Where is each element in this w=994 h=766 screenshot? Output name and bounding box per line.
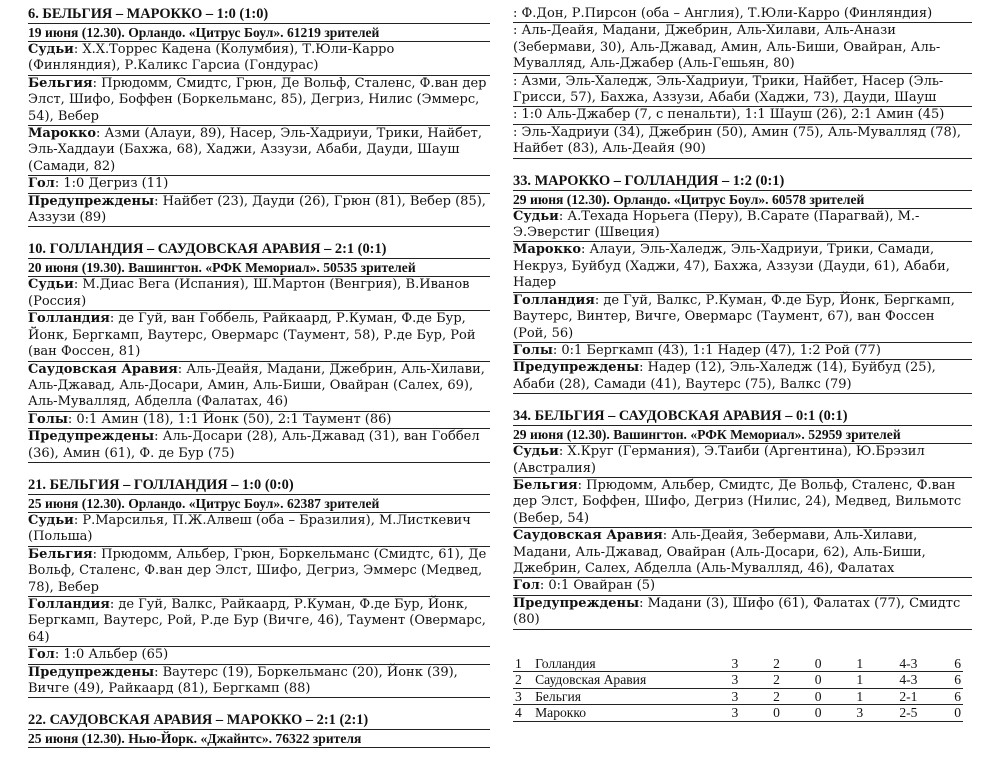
standing-position: 2 bbox=[513, 672, 533, 689]
row-text: : Х.Круг (Германия), Э.Таиби (Аргентина), Ю.Брэзил (Австралия) bbox=[513, 444, 925, 476]
row-text: : Азми (Алауи, 89), Насер, Эль-Хадриуи, Трики, Найбет, Эль-Хаддауи (Бахжа, 68), Хаджи, Аззузи, Абаби, Дауди, Шауш (Самади, 82) bbox=[28, 126, 482, 174]
row-label: Предупреждены bbox=[28, 193, 155, 209]
row-text: : Прюдомм, Смидтс, Грюн, Де Вольф, Сталенс, Ф.ван дер Элст, Шифо, Боффен (Боркельманс, 85), Дегриз, Нилис (Эммерс, 54), Вебер bbox=[28, 75, 487, 124]
standing-won: 2 bbox=[756, 656, 798, 672]
match-report bbox=[28, 241, 490, 462]
match-report bbox=[28, 712, 490, 748]
row-text: : Аль-Деайя, Мадани, Джебрин, Аль-Хилави, Аль-Анази (Зебермави, 30), Аль-Джавад, Амин, Аль-Биши, Овайран, Аль-Мувалляд, Аль-Джабер (Аль-Гешьян, 80) bbox=[513, 23, 941, 72]
match-detail-row bbox=[513, 578, 972, 595]
match-title: 22. САУДОВСКАЯ АРАВИЯ – МАРОККО – 2:1 (2:1) bbox=[28, 712, 490, 730]
row-text: : 0:1 Овайран (5) bbox=[539, 578, 656, 594]
row-label: Гол bbox=[28, 176, 55, 192]
standing-goals: 4-3 bbox=[881, 656, 937, 672]
row-label: Предупреждены bbox=[513, 595, 640, 611]
match-detail-row bbox=[28, 311, 490, 361]
row-label: Судьи bbox=[513, 208, 559, 224]
match-title: 33. МАРОККО – ГОЛЛАНДИЯ – 1:2 (0:1) bbox=[513, 173, 972, 191]
row-text: : Эль-Хадриуи (34), Джебрин (50), Амин (75), Аль-Мувалляд (78), Найбет (83), Аль-Деайя (90) bbox=[513, 124, 962, 157]
row-text: : 1:0 Аль-Джабер (7, с пенальти), 1:1 Шауш (26), 2:1 Амин (45) bbox=[513, 107, 945, 123]
standing-won: 2 bbox=[756, 672, 798, 689]
match-detail-row bbox=[28, 547, 490, 597]
row-label: Судьи bbox=[28, 277, 74, 293]
match-detail-row bbox=[513, 125, 972, 159]
row-label: Голы bbox=[513, 342, 553, 358]
match-report bbox=[513, 173, 972, 394]
match-info: 25 июня (12.30). Нью-Йорк. «Джайнтс». 76322 зрителя bbox=[28, 730, 490, 748]
match-detail-row bbox=[28, 429, 490, 463]
match-title: 10. ГОЛЛАНДИЯ – САУДОВСКАЯ АРАВИЯ – 2:1 (0:1) bbox=[28, 241, 490, 259]
match-detail-row bbox=[28, 412, 490, 429]
match-detail-row bbox=[28, 597, 490, 647]
left-column bbox=[28, 6, 490, 748]
match-detail-row bbox=[28, 513, 490, 547]
standing-points: 6 bbox=[936, 688, 963, 705]
standing-drawn: 0 bbox=[797, 688, 839, 705]
match-detail-row bbox=[513, 596, 972, 630]
row-text: : Прюдомм, Альбер, Смидтс, Де Вольф, Сталенс, Ф.ван дер Элст, Боффен, Шифо, Дегриз (Нилис, 24), Медвед, Вильмотс (Вебер, 54) bbox=[513, 477, 962, 526]
row-text: : Аль-Деайя, Зебермави, Аль-Хилави, Мадани, Аль-Джавад, Овайран (Аль-Досари, 62), Аль-Биши, Джебрин, Салех, Абделла (Аль-Мувалляд, 46), Фалатах bbox=[513, 528, 926, 576]
match-detail-row bbox=[28, 76, 490, 126]
match-detail-row bbox=[513, 6, 972, 23]
row-text: : де Гуй, Валкс, Р.Куман, Ф.де Бур, Йонк, Бергкамп, Ваутерс, Винтер, Вичге, Овермарс (Таумент, 67), ван Фоссен (Рой, 56) bbox=[513, 292, 955, 341]
standing-position: 3 bbox=[513, 688, 533, 705]
row-text: : 1:0 Дегриз (11) bbox=[54, 176, 169, 192]
standing-drawn: 0 bbox=[797, 672, 839, 689]
row-label: Саудовская Аравия bbox=[28, 361, 178, 377]
row-label: Бельгия bbox=[28, 546, 93, 562]
match-detail-row bbox=[513, 23, 972, 73]
match-report bbox=[513, 6, 972, 159]
row-text: : Ваутерс (19), Боркельманс (20), Йонк (39), Вичге (49), Райкаард (81), Бергкамп (88) bbox=[28, 664, 458, 696]
match-detail-row bbox=[513, 343, 972, 360]
row-label: Гол bbox=[28, 647, 55, 663]
standing-played: 3 bbox=[714, 672, 756, 689]
match-info: 29 июня (12.30). Орландо. «Цитрус Боул». 60578 зрителей bbox=[513, 191, 972, 209]
standings-row bbox=[513, 656, 963, 672]
standing-team: Голландия bbox=[533, 656, 714, 672]
row-label: Голландия bbox=[28, 596, 110, 612]
row-label: Гол bbox=[513, 578, 540, 594]
standing-lost: 3 bbox=[839, 705, 881, 722]
standing-team: Бельгия bbox=[533, 688, 714, 705]
standing-played: 3 bbox=[714, 688, 756, 705]
row-text: : Найбет (23), Дауди (26), Грюн (81), Вебер (85), Аззузи (89) bbox=[28, 193, 486, 226]
row-text: : Аль-Деайя, Мадани, Джебрин, Аль-Хилави, Аль-Джавад, Аль-Досари, Амин, Аль-Биши, Овайран (Салех, 69), Аль-Мувалляд, Абделла (Фалатах, 46) bbox=[28, 361, 485, 410]
match-detail-row bbox=[513, 293, 972, 343]
row-label: Судьи bbox=[28, 42, 74, 57]
row-label: Предупреждены bbox=[513, 360, 640, 376]
standing-points: 6 bbox=[936, 672, 963, 689]
match-detail-row bbox=[28, 176, 490, 193]
standing-lost: 1 bbox=[839, 656, 881, 672]
standing-goals: 4-3 bbox=[881, 672, 937, 689]
row-text: : Ф.Дон, Р.Пирсон (оба – Англия), Т.Юли-Карро (Финляндия) bbox=[513, 6, 933, 21]
row-text: : Р.Марсилья, П.Ж.Алвеш (оба – Бразилия), М.Листкевич (Польша) bbox=[28, 512, 471, 545]
match-detail-row bbox=[513, 107, 972, 124]
match-detail-row bbox=[513, 209, 972, 243]
match-detail-row bbox=[513, 478, 972, 528]
row-label: Марокко bbox=[28, 126, 97, 142]
standing-drawn: 0 bbox=[797, 705, 839, 722]
standing-position: 1 bbox=[513, 656, 533, 672]
row-label: Предупреждены bbox=[28, 664, 155, 680]
row-text: : де Гуй, ван Гоббель, Райкаард, Р.Куман, Ф.де Бур, Йонк, Бергкамп, Ваутерс, Овермарс (Таумент, 58), Р.де Бур, Рой (ван Фоссен, 81) bbox=[28, 311, 476, 360]
standing-goals: 2-5 bbox=[881, 705, 937, 722]
row-label: Судьи bbox=[28, 512, 74, 528]
standings-table bbox=[513, 656, 963, 722]
standing-goals: 2-1 bbox=[881, 688, 937, 705]
row-text: : Аль-Досари (28), Аль-Джавад (31), ван Гоббел (36), Амин (61), Ф. де Бур (75) bbox=[28, 429, 480, 461]
match-detail-row bbox=[513, 242, 972, 292]
match-report bbox=[28, 477, 490, 698]
row-label: Голы bbox=[28, 411, 68, 427]
standing-team: Марокко bbox=[533, 705, 714, 722]
row-text: : Надер (12), Эль-Халедж (14), Буйбуд (25), Абаби (28), Самади (41), Ваутерс (75), Валкс (79) bbox=[513, 360, 936, 392]
standing-lost: 1 bbox=[839, 672, 881, 689]
match-info: 19 июня (12.30). Орландо. «Цитрус Боул». 61219 зрителей bbox=[28, 24, 490, 42]
match-detail-row bbox=[28, 647, 490, 664]
standing-played: 3 bbox=[714, 705, 756, 722]
row-text: : Алауи, Эль-Халедж, Эль-Хадриуи, Трики, Самади, Некруз, Буйбуд (Хаджи, 47), Бахжа, Аззузи (Дауди, 61), Абаби, Надер bbox=[513, 242, 950, 291]
row-label: Саудовская Аравия bbox=[513, 528, 663, 544]
row-text: : 0:1 Бергкамп (43), 1:1 Надер (47), 1:2 Рой (77) bbox=[552, 342, 881, 358]
match-detail-row bbox=[28, 42, 490, 76]
match-detail-row bbox=[28, 194, 490, 228]
match-title: 6. БЕЛЬГИЯ – МАРОККО – 1:0 (1:0) bbox=[28, 6, 490, 24]
row-label: Судьи bbox=[513, 444, 559, 460]
match-info: 20 июня (19.30). Вашингтон. «РФК Мемориал». 50535 зрителей bbox=[28, 259, 490, 277]
match-title: 21. БЕЛЬГИЯ – ГОЛЛАНДИЯ – 1:0 (0:0) bbox=[28, 477, 490, 495]
standing-drawn: 0 bbox=[797, 656, 839, 672]
row-label: Предупреждены bbox=[28, 429, 155, 445]
match-detail-row bbox=[513, 444, 972, 478]
standings-row bbox=[513, 672, 963, 689]
match-detail-row bbox=[513, 528, 972, 578]
standing-position: 4 bbox=[513, 705, 533, 722]
row-label: Бельгия bbox=[28, 75, 93, 91]
standing-points: 6 bbox=[936, 656, 963, 672]
row-text: : де Гуй, Валкс, Райкаард, Р.Куман, Ф.де Бур, Йонк, Бергкамп, Ваутерс, Рой, Р.де Бур (Вичге, 46), Таумент (Овермарс, 64) bbox=[28, 596, 486, 645]
match-detail-row bbox=[28, 665, 490, 699]
standings-row bbox=[513, 688, 963, 705]
match-title: 34. БЕЛЬГИЯ – САУДОВСКАЯ АРАВИЯ – 0:1 (0:1) bbox=[513, 408, 972, 426]
standing-points: 0 bbox=[936, 705, 963, 722]
standing-team: Саудовская Аравия bbox=[533, 672, 714, 689]
row-label: Бельгия bbox=[513, 477, 578, 493]
match-detail-row bbox=[28, 362, 490, 412]
match-detail-row bbox=[513, 74, 972, 108]
right-match-list bbox=[513, 6, 972, 630]
match-detail-row bbox=[28, 277, 490, 311]
standing-won: 0 bbox=[756, 705, 798, 722]
row-text: : Мадани (3), Шифо (61), Фалатах (77), Смидтс (80) bbox=[513, 595, 961, 628]
row-text: : М.Диас Вега (Испания), Ш.Мартон (Венгрия), В.Иванов (Россия) bbox=[28, 277, 470, 309]
group-standings bbox=[513, 656, 972, 722]
row-text: : Прюдомм, Альбер, Грюн, Боркельманс (Смидтс, 61), Де Вольф, Сталенс, Ф.ван дер Элст, Шифо, Дегриз, Эммерс (Медвед, 78), Вебер bbox=[28, 546, 487, 595]
match-info: 25 июня (12.30). Орландо. «Цитрус Боул». 62387 зрителей bbox=[28, 495, 490, 513]
row-label: Марокко bbox=[513, 242, 582, 258]
match-info: 29 июня (12.30). Вашингтон. «РФК Мемориал». 52959 зрителей bbox=[513, 426, 972, 444]
standing-played: 3 bbox=[714, 656, 756, 672]
row-label: Голландия bbox=[513, 292, 595, 308]
row-label: Голландия bbox=[28, 311, 110, 327]
match-detail-row bbox=[513, 360, 972, 394]
row-text: : А.Техада Норьега (Перу), В.Сарате (Парагвай), М.-Э.Эверстиг (Швеция) bbox=[513, 208, 920, 241]
row-text: : 0:1 Амин (18), 1:1 Йонк (50), 2:1 Таумент (86) bbox=[67, 411, 392, 427]
standing-won: 2 bbox=[756, 688, 798, 705]
row-text: : 1:0 Альбер (65) bbox=[54, 647, 169, 663]
match-detail-row bbox=[28, 126, 490, 176]
standing-lost: 1 bbox=[839, 688, 881, 705]
match-report bbox=[513, 408, 972, 629]
right-column bbox=[513, 6, 972, 722]
standings-row bbox=[513, 705, 963, 722]
match-report bbox=[28, 6, 490, 227]
row-text: : Азми, Эль-Халедж, Эль-Хадриуи, Трики, Найбет, Насер (Эль-Грисси, 57), Бахжа, Аззузи, Абаби (Хаджи, 73), Дауди, Шауш bbox=[513, 73, 944, 106]
row-text: : Х.Х.Торрес Кадена (Колумбия), Т.Юли-Карро (Финляндия), Р.Каликс Гарсиа (Гондурас) bbox=[28, 42, 395, 74]
